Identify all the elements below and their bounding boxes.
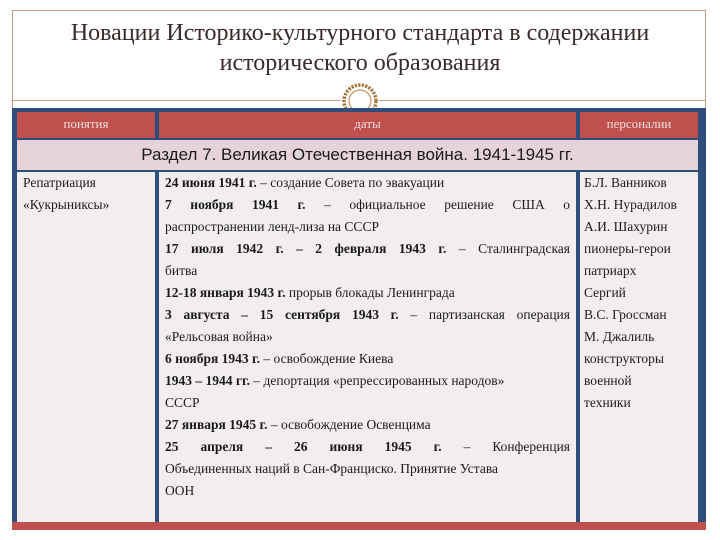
header-dates: даты: [159, 112, 576, 138]
person-item: Сергий: [584, 285, 626, 300]
date-line: 3 августа – 15 сентября 1943 г. – партизанская операция: [165, 307, 570, 322]
date-line: ООН: [165, 483, 195, 498]
person-item: пионеры-герои: [584, 241, 671, 256]
person-item: Х.Н. Нурадилов: [584, 197, 677, 212]
title-line-2: исторического образования: [219, 50, 501, 76]
persons-cell: [580, 172, 698, 522]
dates-cell: [159, 172, 576, 522]
date-line: 6 ноября 1943 г. – освобождение Киева: [165, 351, 394, 366]
concept-item: «Кукрыниксы»: [23, 197, 110, 212]
date-line: 1943 – 1944 гг. – депортация «репрессированных народов»: [165, 373, 505, 388]
section-title: Раздел 7. Великая Отечественная война. 1941-1945 гг.: [17, 140, 698, 170]
date-line: 7 ноября 1941 г. – официальное решение США о: [165, 197, 570, 212]
person-item: А.И. Шахурин: [584, 219, 668, 234]
concept-item: Репатриация: [23, 175, 96, 190]
person-item: техники: [584, 395, 631, 410]
date-line: Объединенных наций в Сан-Франциско. Принятие Устава: [165, 461, 499, 476]
concepts-cell: [17, 172, 155, 522]
date-line: 25 апреля – 26 июня 1945 г. – Конференция: [165, 439, 570, 454]
person-item: Б.Л. Ванников: [584, 175, 667, 190]
date-line: 12-18 января 1943 г. прорыв блокады Ленинграда: [165, 285, 455, 300]
title-line-1: Новации Историко-культурного стандарта в содержании: [70, 20, 650, 46]
date-line: 24 июня 1941 г. – создание Совета по эвакуации: [165, 175, 445, 190]
date-line: СССР: [165, 395, 200, 410]
person-item: военной: [584, 373, 632, 388]
header-concepts: понятия: [17, 112, 155, 138]
date-line: распространении ленд-лиза на СССР: [165, 219, 379, 234]
date-line: 27 января 1945 г. – освобождение Освенцима: [165, 417, 431, 432]
date-line: битва: [165, 263, 198, 278]
date-line: «Рельсовая война»: [165, 329, 273, 344]
person-item: М. Джалиль: [584, 329, 655, 344]
person-item: патриарх: [584, 263, 637, 278]
header-persons: персоналии: [580, 112, 698, 138]
person-item: конструкторы: [584, 351, 664, 366]
date-line: 17 июля 1942 г. – 2 февраля 1943 г. – Сталинградская: [165, 241, 570, 256]
bottom-accent-bar: [12, 522, 706, 530]
slide-title: [20, 18, 700, 78]
person-item: В.С. Гроссман: [584, 307, 667, 322]
